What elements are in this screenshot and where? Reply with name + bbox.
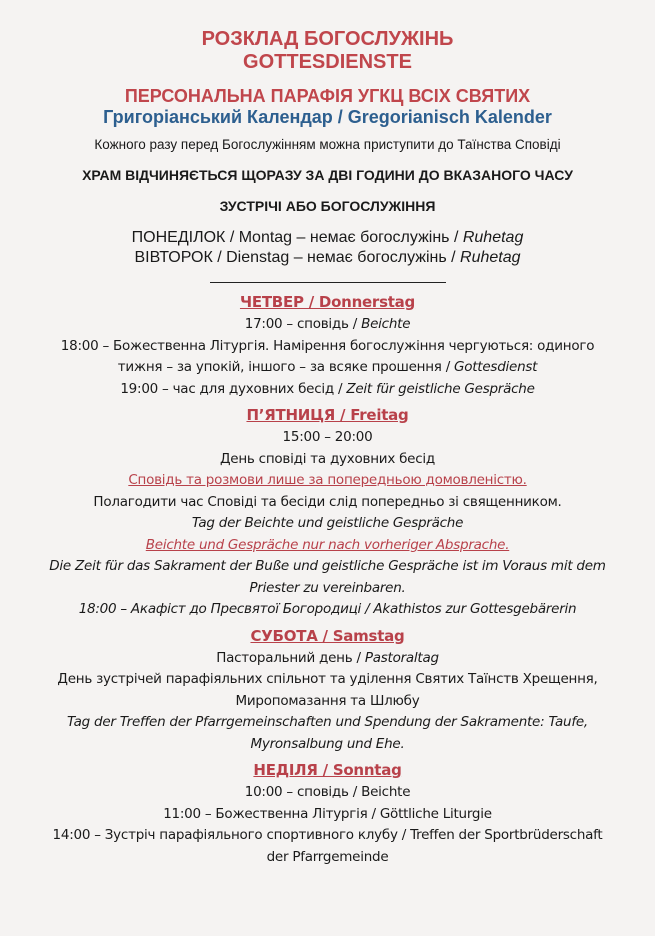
thursday-confession-text: 17:00 – сповідь / (244, 316, 362, 332)
friday-arrange-note: Полагодити час Сповіді та бесіди слід попередньо зі священником. (93, 493, 562, 510)
thursday-talks (0, 379, 655, 401)
saturday-section (0, 625, 655, 756)
saturday-pastoral-de: Pastoraltag (364, 649, 439, 666)
thursday-liturgy-cont (0, 357, 655, 379)
monday-ruhetag: Ruhetag (462, 229, 524, 246)
friday-appointment-note: Сповідь та розмови лише за попередньою домовленістю. (128, 472, 527, 488)
parish-name: ПЕРСОНАЛЬНА ПАРАФІЯ УГКЦ ВСІХ СВЯТИХ (124, 86, 531, 106)
temple-opening-line2: ЗУСТРІЧІ АБО БОГОСЛУЖІННЯ (219, 198, 436, 214)
thursday-section (0, 291, 655, 400)
saturday-heading: СУБОТА / Samstag (250, 626, 405, 645)
sunday-sports-club-cont: der Pfarrgemeinde (266, 848, 389, 865)
confession-note: Кожного разу перед Богослужінням можна приступити до Таїнства Сповіді (94, 137, 561, 152)
closed-days (0, 228, 655, 268)
tuesday-closed (0, 248, 655, 268)
thursday-confession-de: Beichte (361, 316, 411, 332)
friday-appointment-note-de: Beichte und Gespräche nur nach vorheriger Absprache. (145, 536, 510, 553)
friday-heading: П’ЯТНИЦЯ / Freitag (246, 406, 409, 424)
friday-arrange-note-de-cont: Priester zu vereinbaren. (249, 579, 406, 596)
schedule-body (0, 291, 655, 868)
friday-arrange-note-de: Die Zeit für das Sakrament der Buße und geistliche Gespräche ist im Voraus mit dem (49, 558, 606, 574)
title-ukrainian: РОЗКЛАД БОГОСЛУЖІНЬ (201, 28, 454, 50)
tuesday-text: ВІВТОРОК / Dienstag – немає богослужінь / (134, 249, 461, 266)
thursday-talks-text: 19:00 – час для духовних бесід / (120, 380, 347, 397)
saturday-desc: День зустрічей парафіяльних спільнот та уділення Святих Таїнств Хрещення, (57, 671, 598, 687)
thursday-liturgy: 18:00 – Божественна Літургія. Намірення богослужіння чергуються: одиного (60, 337, 595, 354)
friday-akathist: 18:00 – Акафіст до Пресвятої Богородиці / Akathistos zur Gottesgebärerin (78, 601, 577, 617)
friday-hours: 15:00 – 20:00 (282, 429, 373, 445)
friday-day-desc: День сповіді та духовних бесід (220, 450, 435, 467)
tuesday-ruhetag: Ruhetag (460, 249, 521, 266)
monday-closed (0, 228, 655, 248)
thursday-liturgy-de: Gottesdienst (454, 359, 538, 375)
calendar-type: Григоріанський Календар / Gregorianisch Kalender (103, 107, 552, 127)
friday-day-desc-de: Tag der Beichte und geistliche Gespräche (191, 515, 464, 531)
temple-opening-line1: ХРАМ ВІДЧИНЯЄТЬСЯ ЩОРАЗУ ЗА ДВІ ГОДИНИ ДО ВКАЗАНОГО ЧАСУ (82, 167, 573, 183)
friday-section (0, 404, 655, 621)
monday-text: ПОНЕДІЛОК / Montag – немає богослужінь / (131, 229, 463, 246)
saturday-desc-de-cont: Myronsalbung und Ehe. (250, 735, 405, 752)
title-german: GOTTESDIENSTE (243, 51, 412, 73)
saturday-pastoral-text: Пасторальний день / (216, 649, 365, 666)
sunday-liturgy: 11:00 – Божественна Літургія / Göttliche Liturgie (163, 805, 492, 822)
saturday-desc-cont: Миропомазання та Шлюбу (235, 692, 420, 709)
sunday-section (0, 759, 655, 868)
sunday-confession: 10:00 – сповідь / Beichte (244, 784, 411, 800)
thursday-liturgy-cont-text: тижня – за упокій, іншого – за всяке прошення / (117, 359, 455, 375)
divider (210, 282, 446, 283)
sunday-sports-club: 14:00 – Зустріч парафіяльного спортивного клубу / Treffen der Sportbrüderschaft (52, 827, 603, 843)
thursday-talks-de: Zeit für geistliche Gespräche (346, 380, 535, 397)
sunday-heading: НЕДІЛЯ / Sonntag (253, 761, 402, 779)
thursday-heading: ЧЕТВЕР / Donnerstag (239, 293, 416, 311)
thursday-confession (0, 314, 655, 336)
saturday-desc-de: Tag der Treffen der Pfarrgemeinschaften und Spendung der Sakramente: Taufe, (67, 714, 588, 730)
saturday-pastoral (0, 648, 655, 670)
